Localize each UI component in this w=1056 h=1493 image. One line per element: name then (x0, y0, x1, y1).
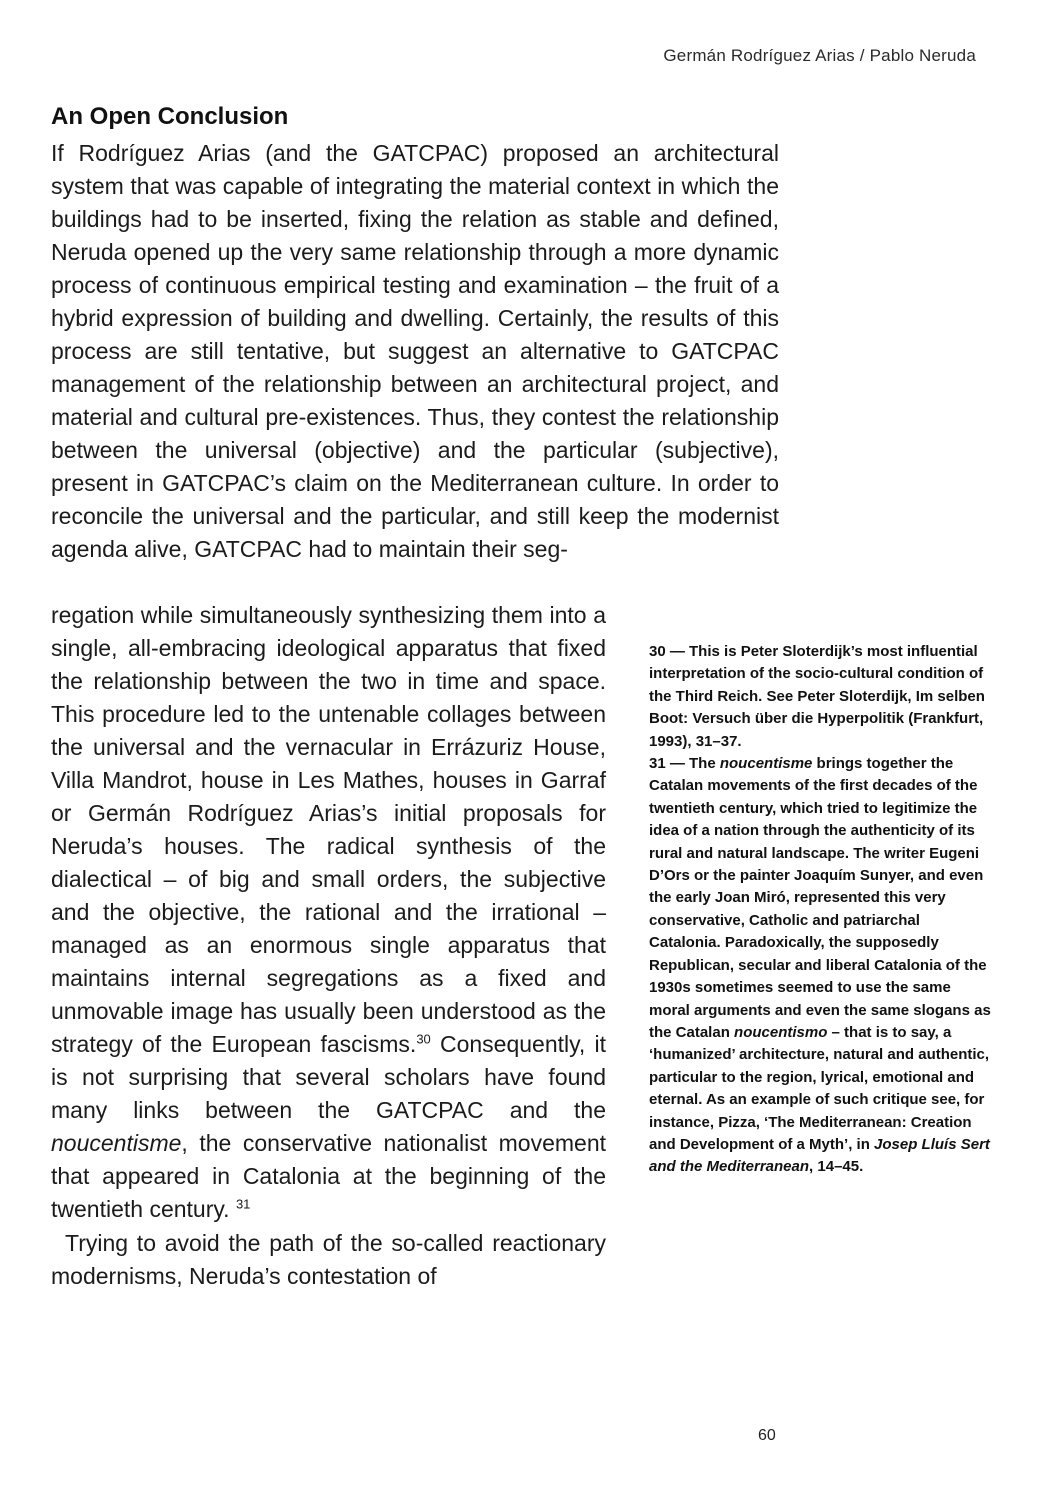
footnote-italic-title: Josep Lluís Sert and the Mediterranean (649, 1135, 990, 1176)
body-text-segment: Consequently, it is not surprising that several scholars have found many links between the GATCPAC and the (51, 1031, 606, 1123)
footnote-31 (649, 753, 995, 1179)
footnote-text-segment: brings together the Catalan movements of the first decades of the twentieth century, which tried to legitimize the idea of a nation through the authenticity of its rural and natural landscape. The writer Eugeni D’Ors or the painter Joaquím Sunyer, and even the early Joan Miró, represented this very conservative, Catholic and patriarchal Catalonia. Paradoxically, the supposedly Republican, secular and liberal Catalonia of the 1930s sometimes seemed to use the same moral arguments and even the same slogans as the Catalan (649, 755, 991, 1041)
footnote-italic-term: noucentismo (734, 1023, 828, 1041)
body-paragraph-second: Trying to avoid the path of the so-called reactionary modernisms, Neruda’s contestation of (51, 1230, 606, 1289)
body-paragraph-narrow (51, 599, 606, 1226)
footnote-text-segment: – that is to say, a ‘humanized’ architecture, natural and authentic, particular to the region, lyrical, emotional and eternal. As an example of such critique see, for instance, Pizza, ‘The Mediterranean: Creation and Development of a Myth’, in (649, 1023, 990, 1153)
body-text-segment: , the conservative nationalist movement that appeared in Catalonia at the beginning of the twentieth century. (51, 1130, 606, 1222)
running-header: Germán Rodríguez Arias / Pablo Neruda (663, 46, 976, 65)
footnote-text-segment: , 14–45. (809, 1158, 864, 1176)
page-number: 60 (758, 1427, 776, 1444)
footnote-text-segment: 31 — The (649, 755, 720, 773)
footnote-ref-31[interactable]: 31 (235, 1196, 251, 1212)
footnote-ref-30[interactable]: 30 (416, 1031, 431, 1047)
section-title: An Open Conclusion (51, 103, 289, 130)
footnotes-column (649, 641, 995, 1179)
footnote-30: 30 — This is Peter Sloterdijk’s most influential interpretation of the socio-cultural condition of the Third Reich. See Peter Sloterdijk, Im selben Boot: Versuch über die Hyperpolitik (Frankfurt, 1993), 31–37. (649, 643, 985, 750)
body-italic-term: noucentisme (51, 1130, 182, 1156)
body-paragraph-wide: If Rodríguez Arias (and the GATCPAC) proposed an architectural system that was capable of integrating the material context in which the buildings had to be inserted, fixing the relation as stable and defined, Neruda opened up the very same relationship through a more dynamic process of continuous empirical testing and examination – the fruit of a hybrid expression of building and dwelling. Certainly, the results of this process are still tentative, but suggest an alternative to GATCPAC management of the relationship between an architectural project, and material and cultural pre-existences. Thus, they contest the relationship between the universal (objective) and the particular (subjective), present in GATCPAC’s claim on the Mediterranean culture. In order to reconcile the universal and the particular, and still keep the modernist agenda alive, GATCPAC had to maintain their seg- (51, 140, 779, 562)
footnote-italic-term: noucentisme (719, 755, 813, 773)
body-text-segment: regation while simultaneously synthesizing them into a single, all-embracing ideological apparatus that fixed the relationship between the two in time and space. This procedure led to the untenable collages between the universal and the vernacular in Errázuriz House, Villa Mandrot, house in Les Mathes, houses in Garraf or Germán Rodríguez Arias’s initial proposals for Neruda’s houses. The radical synthesis of the dialectical – of big and small orders, the subjective and the objective, the rational and the irrational – managed as an enormous single apparatus that maintains internal segregations as a fixed and unmovable image has usually been understood as the strategy of the European fascisms. (51, 602, 606, 1057)
